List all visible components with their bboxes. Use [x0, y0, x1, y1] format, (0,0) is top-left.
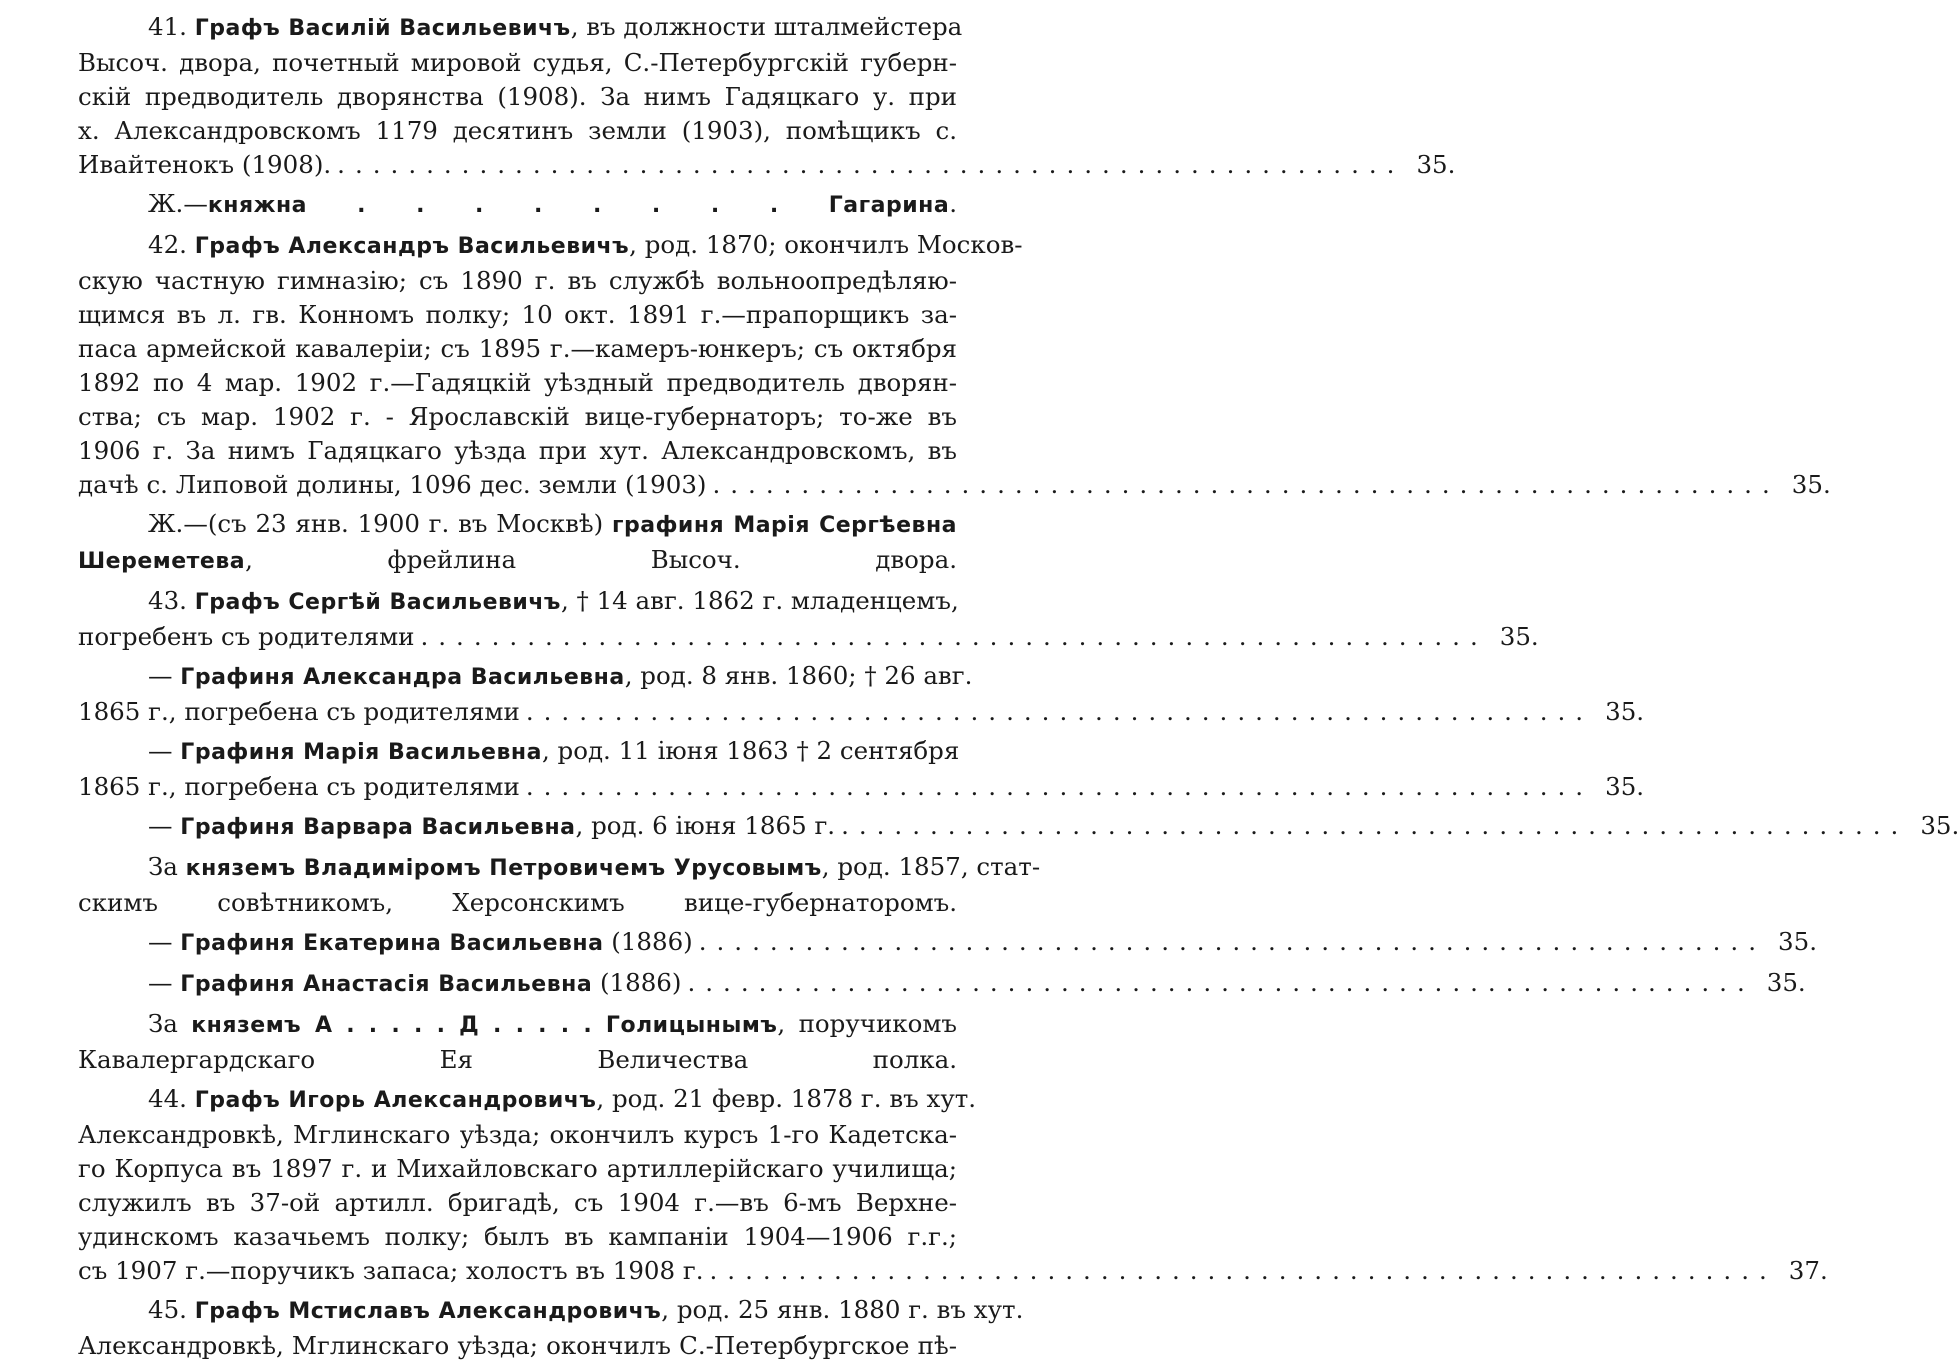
text-run: , поручикомъ [777, 1009, 957, 1038]
bold-name: Графъ Мстиславъ Александровичъ [194, 1299, 662, 1324]
bold-name: Графиня Анастасія Васильевна [180, 972, 593, 997]
text-run: 1865 г., погребена съ родителями [78, 697, 520, 726]
text-run: удинскомъ казачьемъ полку; былъ въ кампаніи 1904—1906 г.г.; [78, 1222, 957, 1251]
text-line [78, 366, 957, 400]
text-run: паса армейской кавалеріи; съ 1895 г.—камеръ-юнкеръ; съ октября [78, 334, 957, 363]
text-run: скую частную гимназію; съ 1890 г. въ службѣ вольноопредѣляю- [78, 266, 957, 295]
text-run: За [148, 852, 186, 881]
genealogy-entry [78, 187, 957, 223]
text-line [78, 46, 957, 80]
dot-leader: ............................................................ [698, 927, 1767, 956]
page-reference: 35. [1416, 150, 1456, 179]
text-run: , род. 6 іюня 1865 г. [575, 811, 836, 840]
bold-name: Графъ Александръ Васильевичъ [194, 234, 630, 259]
genealogy-entry [78, 925, 1817, 961]
page-reference: 35. [1605, 697, 1645, 726]
text-run: 1892 по 4 мар. 1902 г.—Гадяцкій уѣздный предводитель дворян- [78, 368, 957, 397]
leader-line [78, 148, 1456, 182]
text-run: , фрейлина Высоч. двора. [245, 545, 957, 574]
text-run: — [148, 968, 181, 997]
bold-name: графиня Марія Сергѣевна [612, 513, 958, 538]
text-line [78, 507, 957, 543]
text-line [78, 1118, 957, 1152]
text-run: 1906 г. За нимъ Гадяцкаго уѣзда при хут. Александровскомъ, въ [78, 436, 957, 465]
genealogy-entry [78, 507, 957, 579]
leader-line [78, 966, 1806, 1002]
text-run: Александровкѣ, Мглинскаго уѣзда; окончилъ курсъ 1-го Кадетска- [78, 1120, 957, 1149]
text-run: го Корпуса въ 1897 г. и Михайловскаго артиллерійскаго училища; [78, 1154, 957, 1183]
text-run: 41. [148, 12, 195, 41]
bold-name: Графиня Александра Васильевна [180, 665, 625, 690]
text-run: , род. 11 іюня 1863 † 2 сентября [541, 736, 960, 765]
leader-line [78, 695, 1645, 729]
page-reference: 35. [1920, 811, 1959, 840]
text-run: Высоч. двора, почетный мировой судья, С.-Петербургскій губерн- [78, 48, 957, 77]
text-run: . [949, 189, 957, 218]
dot-leader: ............................................................ [420, 622, 1488, 651]
text-run: скимъ совѣтникомъ, Херсонскимъ вице-губернаторомъ. [78, 888, 957, 917]
leader-line [78, 925, 1817, 961]
genealogy-entry [78, 584, 1539, 654]
text-line [78, 1186, 957, 1220]
genealogy-entry [78, 659, 1645, 729]
leader-line [78, 1254, 1828, 1288]
text-line [78, 114, 957, 148]
text-line [78, 584, 957, 620]
text-run: , род. 1870; окончилъ Москов- [629, 230, 1023, 259]
text-run: щимся въ л. гв. Конномъ полку; 10 окт. 1891 г.—прапорщикъ за- [78, 300, 957, 329]
genealogy-entry [78, 10, 1456, 182]
leader-line [78, 468, 1831, 502]
bold-name: Графъ Василій Васильевичъ [194, 16, 571, 41]
text-run: ства; съ мар. 1902 г. - Ярославскій вице-губернаторъ; то-же въ [78, 402, 957, 431]
genealogy-entry [78, 228, 1831, 502]
dot-leader: ............................................................ [525, 697, 1594, 726]
leader-line [78, 809, 1959, 845]
text-run: 1865 г., погребена съ родителями [78, 772, 520, 801]
dot-leader: ............................................................ [712, 470, 1780, 499]
text-run: , † 14 авг. 1862 г. младенцемъ, [560, 586, 959, 615]
text-run: 44. [148, 1084, 195, 1113]
dot-leader: ............................................................ [709, 1256, 1777, 1285]
text-line [78, 659, 973, 695]
text-run: , въ должности шталмейстера [570, 12, 963, 41]
text-run: Кавалергардскаго Ея Величества полка. [78, 1045, 957, 1074]
bold-name: Шереметева [78, 549, 246, 574]
text-line [78, 80, 957, 114]
page-reference: 35. [1791, 470, 1831, 499]
text-run: , род. 1857, стат- [821, 852, 1041, 881]
dot-leader: ............................................................ [687, 968, 1755, 997]
text-run: съ 1907 г.—поручикъ запаса; холостъ въ 1908 г. [78, 1256, 704, 1285]
text-line [78, 1152, 957, 1186]
bold-name: Графиня Екатерина Васильевна [180, 931, 604, 956]
text-run: х. Александровскомъ 1179 десятинъ земли (1903), помѣщикъ с. [78, 116, 957, 145]
page-reference: 35. [1499, 622, 1539, 651]
text-run: — [148, 661, 181, 690]
text-run: (1886) [592, 968, 682, 997]
text-line [78, 886, 957, 920]
text-run: Ивайтенокъ (1908). [78, 150, 332, 179]
text-line [78, 1007, 957, 1043]
text-run: погребенъ съ родителями [78, 622, 415, 651]
text-run: (1886) [603, 927, 693, 956]
text-run: — [148, 811, 181, 840]
dot-leader: ............................................................ [337, 150, 1405, 179]
text-line [78, 187, 957, 223]
bold-name: княземъ Владиміромъ Петровичемъ Урусовымъ [185, 856, 822, 881]
bold-name: княжна . . . . . . . . Гагарина [207, 193, 950, 218]
leader-line [78, 620, 1539, 654]
page-reference: 35. [1778, 927, 1817, 956]
text-line [78, 298, 957, 332]
text-run: 45. [148, 1295, 195, 1324]
text-run: За [148, 1009, 192, 1038]
text-line [78, 434, 957, 468]
text-run: , род. 25 янв. 1880 г. въ хут. [661, 1295, 1024, 1324]
text-line [78, 1293, 1024, 1329]
text-line [78, 1329, 957, 1363]
text-line [78, 1082, 977, 1118]
text-line [78, 400, 957, 434]
bold-name: Графъ Сергѣй Васильевичъ [194, 590, 561, 615]
text-line [78, 228, 1023, 264]
text-run: 43. [148, 586, 195, 615]
text-run: служилъ въ 37-ой артилл. бригадѣ, съ 1904 г.—въ 6-мъ Верхне- [78, 1188, 957, 1217]
text-run: скій предводитель дворянства (1908). За нимъ Гадяцкаго у. при [78, 82, 957, 111]
genealogy-entry [78, 1293, 1024, 1363]
text-run: — [148, 736, 181, 765]
text-line [78, 850, 1041, 886]
bold-name: Графиня Марія Васильевна [180, 740, 542, 765]
page-reference: 35. [1766, 968, 1806, 997]
leader-line [78, 770, 1645, 804]
genealogy-entry [78, 1007, 957, 1077]
text-line [78, 264, 957, 298]
text-run: — [148, 927, 181, 956]
text-line [78, 10, 963, 46]
dot-leader: ............................................................ [841, 811, 1909, 840]
text-run: , род. 21 февр. 1878 г. въ хут. [596, 1084, 977, 1113]
text-run: , род. 8 янв. 1860; † 26 авг. [624, 661, 973, 690]
page-reference: 35. [1605, 772, 1645, 801]
text-run: 42. [148, 230, 195, 259]
text-line [78, 1043, 957, 1077]
genealogy-entry [78, 1082, 1828, 1288]
text-run: Ж.— [148, 189, 208, 218]
text-run: Ж.—(съ 23 янв. 1900 г. въ Москвѣ) [148, 509, 613, 538]
genealogy-entry [78, 850, 1041, 920]
bold-name: Графъ Игорь Александровичъ [194, 1088, 597, 1113]
text-line [78, 332, 957, 366]
bold-name: княземъ А . . . . . Д . . . . . Голицынымъ [191, 1013, 778, 1038]
page-reference: 37. [1788, 1256, 1828, 1285]
dot-leader: ............................................................ [525, 772, 1594, 801]
genealogy-entry [78, 809, 1959, 845]
genealogy-entry [78, 966, 1806, 1002]
text-run: Александровкѣ, Мглинскаго уѣзда; окончилъ С.-Петербургское пѣ- [78, 1331, 957, 1360]
text-run: дачѣ с. Липовой долины, 1096 дес. земли (1903) [78, 470, 707, 499]
genealogy-entry [78, 734, 1645, 804]
text-line [78, 734, 960, 770]
text-line [78, 1220, 957, 1254]
bold-name: Графиня Варвара Васильевна [180, 815, 576, 840]
text-line [78, 543, 957, 579]
